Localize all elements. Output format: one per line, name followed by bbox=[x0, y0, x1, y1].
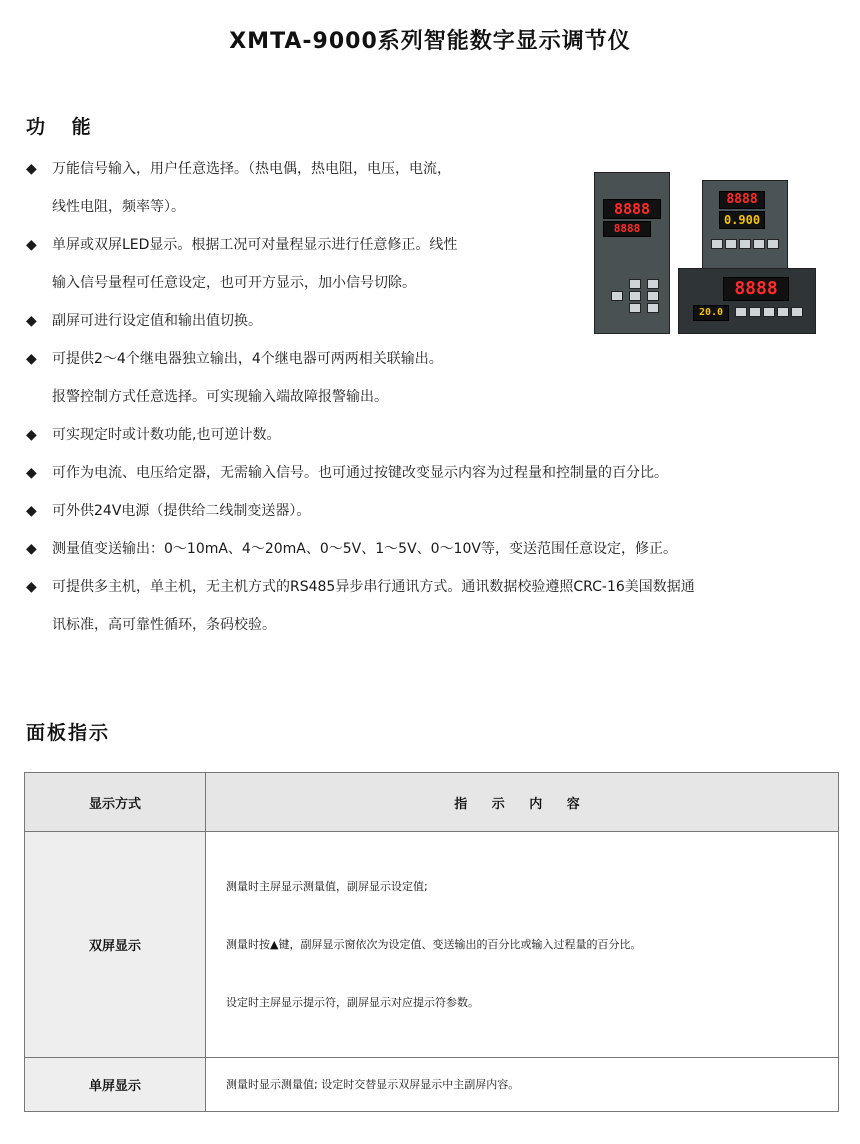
key-button-icon bbox=[739, 239, 751, 249]
sub-display-led: 20.0 bbox=[693, 305, 729, 321]
feature-line: 单屏或双屏LED显示。根据工况可对量程显示进行任意修正。线性 bbox=[52, 237, 458, 253]
diamond-bullet-icon: ◆ bbox=[26, 541, 37, 557]
key-button-icon bbox=[725, 239, 737, 249]
main-display-led: 8888 bbox=[723, 277, 789, 301]
mode-cell: 单屏显示 bbox=[25, 1058, 206, 1112]
feature-line: 报警控制方式任意选择。可实现输入端故障报警输出。 bbox=[52, 389, 388, 405]
diamond-bullet-icon: ◆ bbox=[26, 503, 37, 519]
table-row bbox=[25, 1058, 839, 1112]
key-button-icon bbox=[767, 239, 779, 249]
key-button-icon bbox=[611, 291, 623, 301]
header-indication-content: 指 示 内 容 bbox=[206, 773, 839, 832]
feature-line: 可外供24V电源（提供给二线制变送器）。 bbox=[52, 503, 311, 519]
device-product-image bbox=[594, 172, 820, 338]
feature-line: 可实现定时或计数功能,也可逆计数。 bbox=[52, 427, 281, 443]
feature-line: 副屏可进行设定值和输出值切换。 bbox=[52, 313, 262, 329]
feature-item bbox=[26, 568, 838, 644]
content-line: 测量时显示测量值; 设定时交替显示双屏显示中主副屏内容。 bbox=[226, 1077, 520, 1091]
header-display-mode: 显示方式 bbox=[25, 773, 206, 832]
key-button-icon bbox=[777, 307, 789, 317]
feature-line: 测量值变送输出：0～10mA、4～20mA、0～5V、1～5V、0～10V等，变送范围任意设定，修正。 bbox=[52, 541, 677, 557]
key-button-icon bbox=[647, 291, 659, 301]
horizontal-controller-device bbox=[678, 268, 816, 334]
feature-item bbox=[26, 454, 838, 492]
key-button-icon bbox=[629, 303, 641, 313]
feature-line: 讯标准，高可靠性循环，条码校验。 bbox=[52, 617, 276, 633]
feature-line: 线性电阻，频率等）。 bbox=[52, 199, 185, 215]
content-cell bbox=[206, 832, 839, 1058]
main-display-led: 8888 bbox=[603, 199, 661, 219]
table-row bbox=[25, 832, 839, 1058]
key-button-icon bbox=[711, 239, 723, 249]
key-button-icon bbox=[753, 239, 765, 249]
key-button-icon bbox=[647, 303, 659, 313]
feature-line: 输入信号量程可任意设定，也可开方显示，加小信号切除。 bbox=[52, 275, 416, 291]
square-controller-device bbox=[702, 180, 788, 272]
key-button-icon bbox=[629, 291, 641, 301]
sub-display-led: 0.900 bbox=[719, 211, 765, 229]
diamond-bullet-icon: ◆ bbox=[26, 313, 37, 329]
diamond-bullet-icon: ◆ bbox=[26, 579, 37, 595]
content-line: 测量时主屏显示测量值，副屏显示设定值; bbox=[226, 879, 428, 893]
panel-heading: 面板指示 bbox=[26, 722, 111, 744]
key-button-icon bbox=[647, 279, 659, 289]
key-button-icon bbox=[749, 307, 761, 317]
diamond-bullet-icon: ◆ bbox=[26, 465, 37, 481]
key-button-icon bbox=[735, 307, 747, 317]
page-title: XMTA-9000系列智能数字显示调节仪 bbox=[229, 29, 631, 54]
vertical-controller-device bbox=[594, 172, 670, 334]
main-display-led: 8888 bbox=[719, 191, 765, 209]
feature-item bbox=[26, 530, 838, 568]
panel-indication-table bbox=[24, 772, 839, 1112]
content-line: 测量时按▲键，副屏显示窗依次为设定值、变送输出的百分比或输入过程量的百分比。 bbox=[226, 937, 642, 951]
diamond-bullet-icon: ◆ bbox=[26, 351, 37, 367]
content-cell bbox=[206, 1058, 839, 1112]
feature-item bbox=[26, 492, 838, 530]
feature-line: 万能信号输入，用户任意选择。（热电偶，热电阻，电压，电流， bbox=[52, 161, 451, 177]
feature-item bbox=[26, 340, 838, 416]
feature-line: 可提供多主机，单主机，无主机方式的RS485异步串行通讯方式。通讯数据校验遵照CRC-16美国数据通 bbox=[52, 579, 695, 595]
key-button-icon bbox=[629, 279, 641, 289]
mode-cell: 双屏显示 bbox=[25, 832, 206, 1058]
table-header-row bbox=[25, 773, 839, 832]
feature-item bbox=[26, 416, 838, 454]
diamond-bullet-icon: ◆ bbox=[26, 237, 37, 253]
key-button-icon bbox=[763, 307, 775, 317]
key-button-icon bbox=[791, 307, 803, 317]
content-line: 设定时主屏显示提示符，副屏显示对应提示符参数。 bbox=[226, 995, 479, 1009]
diamond-bullet-icon: ◆ bbox=[26, 427, 37, 443]
feature-line: 可作为电流、电压给定器，无需输入信号。也可通过按键改变显示内容为过程量和控制量的百分比。 bbox=[52, 465, 668, 481]
sub-display-led: 8888 bbox=[603, 221, 651, 237]
features-heading: 功 能 bbox=[26, 116, 101, 138]
diamond-bullet-icon: ◆ bbox=[26, 161, 37, 177]
feature-line: 可提供2～4个继电器独立输出，4个继电器可两两相关联输出。 bbox=[52, 351, 443, 367]
